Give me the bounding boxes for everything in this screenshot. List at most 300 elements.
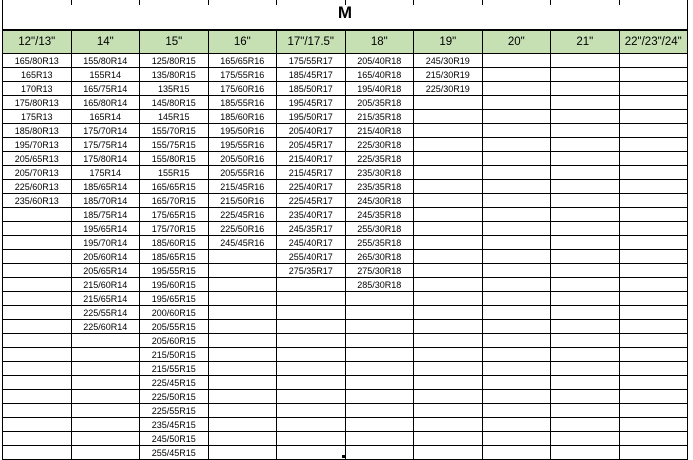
tire-size-cell <box>619 68 688 82</box>
tire-size-cell <box>551 194 620 208</box>
tire-size-cell <box>414 180 483 194</box>
tire-size-cell <box>414 362 483 376</box>
tire-size-cell <box>208 278 277 292</box>
table-row <box>3 82 688 96</box>
tire-size-cell <box>208 320 277 334</box>
tire-size-cell <box>482 418 551 432</box>
tire-size-cell <box>345 334 414 348</box>
tire-size-cell <box>277 376 346 390</box>
tire-size-cell: 235/30R18 <box>345 166 414 180</box>
tire-size-cell <box>277 362 346 376</box>
tire-size-cell: 185/60R15 <box>140 236 209 250</box>
tire-size-cell <box>277 390 346 404</box>
tire-size-cell: 245/40R17 <box>277 236 346 250</box>
tire-size-cell <box>414 432 483 446</box>
table-row <box>3 152 688 166</box>
tire-size-cell <box>482 334 551 348</box>
tire-size-cell <box>71 362 140 376</box>
tire-size-cell: 215/40R18 <box>345 124 414 138</box>
tire-size-cell <box>482 390 551 404</box>
tire-size-cell <box>551 320 620 334</box>
tire-size-cell <box>3 320 72 334</box>
tire-size-cell <box>71 390 140 404</box>
tire-size-cell <box>482 110 551 124</box>
tire-size-cell <box>208 376 277 390</box>
table-row <box>3 390 688 404</box>
tire-size-cell: 255/35R18 <box>345 236 414 250</box>
tire-size-cell <box>482 68 551 82</box>
tire-size-cell <box>482 376 551 390</box>
tire-size-cell: 215/45R17 <box>277 166 346 180</box>
tire-size-cell <box>551 82 620 96</box>
tire-size-cell <box>71 376 140 390</box>
tire-size-cell: 155R14 <box>71 68 140 82</box>
tire-size-cell <box>551 334 620 348</box>
tire-size-cell: 205/60R14 <box>71 250 140 264</box>
tire-size-cell: 135/80R15 <box>140 68 209 82</box>
title-row <box>2 0 688 30</box>
tire-size-cell: 215/60R14 <box>71 278 140 292</box>
tire-size-cell <box>619 250 688 264</box>
tire-size-cell <box>277 418 346 432</box>
tire-size-cell: 275/30R18 <box>345 264 414 278</box>
tire-size-cell <box>414 124 483 138</box>
tire-size-cell: 165/70R15 <box>140 194 209 208</box>
tire-size-cell: 185/60R16 <box>208 110 277 124</box>
tire-size-cell <box>71 404 140 418</box>
tire-size-cell <box>414 446 483 460</box>
tire-size-cell: 255/40R17 <box>277 250 346 264</box>
tire-size-cell: 195/70R14 <box>71 236 140 250</box>
tire-size-cell <box>414 166 483 180</box>
tire-size-cell <box>345 446 414 460</box>
tire-size-cell <box>3 404 72 418</box>
tire-size-cell <box>551 278 620 292</box>
tire-size-cell: 195/50R17 <box>277 110 346 124</box>
tire-size-cell: 225/55R15 <box>140 404 209 418</box>
tire-size-cell: 205/65R14 <box>71 264 140 278</box>
tire-size-cell: 205/45R17 <box>277 138 346 152</box>
tire-size-cell <box>551 110 620 124</box>
tire-size-cell <box>619 362 688 376</box>
tire-size-cell: 200/60R15 <box>140 306 209 320</box>
tire-size-cell <box>414 306 483 320</box>
tire-size-cell: 215/30R19 <box>414 68 483 82</box>
tire-size-cell: 175/60R16 <box>208 82 277 96</box>
tire-size-cell: 155/80R14 <box>71 54 140 68</box>
bottom-mark <box>342 455 345 458</box>
tire-size-cell <box>482 278 551 292</box>
tire-size-cell: 245/35R17 <box>277 222 346 236</box>
table-row <box>3 292 688 306</box>
tire-size-cell: 195/70R13 <box>3 138 72 152</box>
tire-size-cell: 175/80R14 <box>71 152 140 166</box>
tire-size-cell <box>414 418 483 432</box>
tire-size-cell <box>345 292 414 306</box>
column-header: 22"/23"/24" <box>619 31 688 54</box>
tire-size-cell <box>619 222 688 236</box>
tire-size-cell <box>3 446 72 460</box>
tire-size-cell <box>345 348 414 362</box>
tire-size-cell <box>277 320 346 334</box>
tire-size-cell <box>482 96 551 110</box>
tire-size-cell <box>3 306 72 320</box>
tire-size-cell: 205/40R18 <box>345 54 414 68</box>
tire-size-cell: 185/65R14 <box>71 180 140 194</box>
tire-size-cell <box>619 418 688 432</box>
tire-size-cell <box>345 376 414 390</box>
tire-size-cell: 175/65R15 <box>140 208 209 222</box>
tire-size-cell: 205/40R17 <box>277 124 346 138</box>
tire-size-cell <box>619 432 688 446</box>
tire-size-cell: 175/70R15 <box>140 222 209 236</box>
tire-size-cell: 195/65R14 <box>71 222 140 236</box>
tire-size-cell: 165R14 <box>71 110 140 124</box>
tire-size-cell: 215/50R16 <box>208 194 277 208</box>
tire-size-cell <box>414 278 483 292</box>
tire-size-cell: 225/55R14 <box>71 306 140 320</box>
tire-size-cell <box>551 222 620 236</box>
tire-size-cell <box>619 180 688 194</box>
tire-size-cell <box>414 264 483 278</box>
tire-size-cell: 165R13 <box>3 68 72 82</box>
tire-size-cell <box>277 348 346 362</box>
tire-size-cell: 235/40R17 <box>277 208 346 222</box>
tire-size-cell <box>619 96 688 110</box>
tire-size-cell <box>551 96 620 110</box>
table-row <box>3 250 688 264</box>
tire-size-cell: 185/65R15 <box>140 250 209 264</box>
tire-size-cell <box>277 334 346 348</box>
tire-size-cell <box>71 418 140 432</box>
tire-size-cell: 225/60R13 <box>3 180 72 194</box>
column-header: 20" <box>482 31 551 54</box>
tire-size-cell <box>482 138 551 152</box>
tire-size-cell <box>345 390 414 404</box>
column-header: 18" <box>345 31 414 54</box>
tire-size-cell: 175/70R14 <box>71 124 140 138</box>
tire-size-cell <box>482 446 551 460</box>
column-header: 19" <box>414 31 483 54</box>
tire-size-cell <box>414 390 483 404</box>
tire-size-cell <box>345 306 414 320</box>
tire-size-cell: 205/65R13 <box>3 152 72 166</box>
tire-size-cell: 195/55R15 <box>140 264 209 278</box>
tire-size-cell <box>551 376 620 390</box>
tire-size-cell: 155/80R15 <box>140 152 209 166</box>
tire-size-cell <box>619 82 688 96</box>
tire-size-cell: 195/55R16 <box>208 138 277 152</box>
tire-size-cell: 215/35R18 <box>345 110 414 124</box>
table-row <box>3 68 688 82</box>
tire-size-cell: 135R15 <box>140 82 209 96</box>
tire-size-cell <box>208 264 277 278</box>
tire-size-cell <box>619 54 688 68</box>
table-row <box>3 264 688 278</box>
tire-size-cell: 145/80R15 <box>140 96 209 110</box>
table-row <box>3 236 688 250</box>
tire-size-cell: 255/30R18 <box>345 222 414 236</box>
tire-size-cell <box>3 222 72 236</box>
tire-size-cell <box>551 432 620 446</box>
tire-size-cell <box>551 264 620 278</box>
tire-size-cell <box>619 292 688 306</box>
tire-size-cell <box>551 138 620 152</box>
tire-size-cell: 175R13 <box>3 110 72 124</box>
tire-size-cell <box>551 208 620 222</box>
tire-size-cell: 245/30R18 <box>345 194 414 208</box>
tire-size-cell: 245/35R18 <box>345 208 414 222</box>
tire-size-cell: 215/40R17 <box>277 152 346 166</box>
tire-size-cell <box>71 432 140 446</box>
tire-size-cell <box>551 250 620 264</box>
tire-size-cell <box>482 306 551 320</box>
table-row <box>3 334 688 348</box>
tire-size-cell <box>482 292 551 306</box>
tire-size-cell <box>208 348 277 362</box>
tire-size-cell <box>482 194 551 208</box>
tire-size-cell: 245/45R16 <box>208 236 277 250</box>
tire-size-cell: 185/80R13 <box>3 124 72 138</box>
tire-size-cell: 225/30R19 <box>414 82 483 96</box>
tire-size-cell <box>414 236 483 250</box>
tire-size-cell <box>482 152 551 166</box>
tire-size-cell: 265/30R18 <box>345 250 414 264</box>
table-row <box>3 348 688 362</box>
tire-size-cell: 255/45R15 <box>140 446 209 460</box>
tire-size-cell: 215/45R16 <box>208 180 277 194</box>
tire-size-cell: 225/45R17 <box>277 194 346 208</box>
tire-size-cell <box>3 208 72 222</box>
tire-size-cell: 205/60R15 <box>140 334 209 348</box>
tire-size-cell <box>71 348 140 362</box>
tire-size-cell <box>482 362 551 376</box>
tire-size-cell: 225/50R15 <box>140 390 209 404</box>
table-row <box>3 124 688 138</box>
tire-size-cell <box>551 292 620 306</box>
tire-size-cell <box>619 446 688 460</box>
tire-size-cell <box>482 54 551 68</box>
tire-size-cell <box>619 404 688 418</box>
table-row <box>3 306 688 320</box>
tire-size-cell <box>208 418 277 432</box>
tire-size-cell: 175/75R14 <box>71 138 140 152</box>
tire-size-cell: 205/70R13 <box>3 166 72 180</box>
tire-size-cell <box>3 250 72 264</box>
tire-size-cell: 225/40R17 <box>277 180 346 194</box>
tire-size-cell <box>414 194 483 208</box>
tire-size-cell <box>414 250 483 264</box>
tire-size-cell <box>277 432 346 446</box>
tire-size-cell: 205/55R16 <box>208 166 277 180</box>
tire-size-cell <box>414 376 483 390</box>
table-row <box>3 194 688 208</box>
tire-size-cell: 170R13 <box>3 82 72 96</box>
table-row <box>3 278 688 292</box>
tire-size-cell <box>414 222 483 236</box>
tire-size-cell <box>3 236 72 250</box>
tire-size-cell: 185/55R16 <box>208 96 277 110</box>
tire-size-cell: 175/80R13 <box>3 96 72 110</box>
table-row <box>3 376 688 390</box>
tire-size-cell <box>482 404 551 418</box>
tire-size-cell <box>414 152 483 166</box>
tire-size-cell <box>619 376 688 390</box>
tire-size-cell: 285/30R18 <box>345 278 414 292</box>
tire-size-cell: 155/70R15 <box>140 124 209 138</box>
table-body <box>3 54 688 460</box>
tire-size-cell: 225/45R16 <box>208 208 277 222</box>
tire-size-cell <box>619 194 688 208</box>
tire-size-cell: 195/60R15 <box>140 278 209 292</box>
tire-size-cell <box>277 446 346 460</box>
tire-size-cell <box>619 306 688 320</box>
tire-size-cell <box>551 418 620 432</box>
tire-size-cell <box>414 96 483 110</box>
table-row <box>3 208 688 222</box>
tire-size-cell: 275/35R17 <box>277 264 346 278</box>
tire-size-cell <box>3 432 72 446</box>
tire-size-cell: 185/75R14 <box>71 208 140 222</box>
tire-size-cell <box>482 264 551 278</box>
tire-size-cell: 175/55R16 <box>208 68 277 82</box>
tire-size-cell: 245/30R19 <box>414 54 483 68</box>
tire-size-cell <box>482 124 551 138</box>
tire-size-cell: 205/50R16 <box>208 152 277 166</box>
tire-size-cell <box>277 278 346 292</box>
tire-size-cell <box>277 292 346 306</box>
tire-size-sheet <box>2 0 688 460</box>
tire-size-cell <box>482 236 551 250</box>
table-row <box>3 362 688 376</box>
column-header: 14" <box>71 31 140 54</box>
tire-size-cell <box>414 404 483 418</box>
tire-size-cell: 225/45R15 <box>140 376 209 390</box>
tire-size-cell <box>345 432 414 446</box>
tire-size-cell <box>551 390 620 404</box>
tire-size-cell <box>3 278 72 292</box>
tire-size-cell <box>482 320 551 334</box>
column-header: 16" <box>208 31 277 54</box>
tire-size-cell <box>619 320 688 334</box>
table-row <box>3 432 688 446</box>
tire-size-cell: 205/55R15 <box>140 320 209 334</box>
tire-size-cell <box>345 404 414 418</box>
tire-size-cell <box>551 236 620 250</box>
tire-size-cell: 195/50R16 <box>208 124 277 138</box>
tire-size-cell <box>482 432 551 446</box>
tire-size-cell <box>482 222 551 236</box>
tire-size-cell <box>619 110 688 124</box>
tire-size-cell <box>551 68 620 82</box>
table-row <box>3 138 688 152</box>
tire-size-cell: 225/60R14 <box>71 320 140 334</box>
tire-size-cell <box>71 446 140 460</box>
tire-size-cell <box>208 250 277 264</box>
tire-size-cell: 225/35R18 <box>345 152 414 166</box>
column-header: 21" <box>551 31 620 54</box>
table-row <box>3 110 688 124</box>
tire-size-cell: 225/50R16 <box>208 222 277 236</box>
tire-size-cell: 215/65R14 <box>71 292 140 306</box>
tire-size-cell <box>482 82 551 96</box>
tire-size-cell: 225/30R18 <box>345 138 414 152</box>
tire-size-cell: 235/60R13 <box>3 194 72 208</box>
tire-size-table <box>2 30 688 460</box>
tire-size-cell: 175/55R17 <box>277 54 346 68</box>
tire-size-cell <box>3 264 72 278</box>
tire-size-cell: 165/65R16 <box>208 54 277 68</box>
tire-size-cell <box>551 166 620 180</box>
tire-size-cell <box>619 124 688 138</box>
tire-size-cell <box>3 376 72 390</box>
tire-size-cell: 185/45R17 <box>277 68 346 82</box>
tire-size-cell <box>414 334 483 348</box>
tire-size-cell <box>3 348 72 362</box>
table-row <box>3 180 688 194</box>
tire-size-cell: 195/40R18 <box>345 82 414 96</box>
tire-size-cell <box>208 334 277 348</box>
tire-size-cell <box>551 124 620 138</box>
tire-size-cell <box>482 208 551 222</box>
table-row <box>3 446 688 460</box>
tire-size-cell: 175R14 <box>71 166 140 180</box>
tire-size-cell: 165/65R15 <box>140 180 209 194</box>
tire-size-cell: 125/80R15 <box>140 54 209 68</box>
tire-size-cell <box>619 138 688 152</box>
tire-size-cell <box>208 404 277 418</box>
tire-size-cell <box>551 348 620 362</box>
tire-size-cell <box>619 278 688 292</box>
tire-size-cell <box>482 180 551 194</box>
tire-size-cell <box>208 390 277 404</box>
table-row <box>3 320 688 334</box>
tire-size-cell <box>482 348 551 362</box>
tire-size-cell <box>414 208 483 222</box>
tire-size-cell <box>208 362 277 376</box>
table-row <box>3 96 688 110</box>
tire-size-cell: 215/55R15 <box>140 362 209 376</box>
tire-size-cell: 195/65R15 <box>140 292 209 306</box>
tire-size-cell: 245/50R15 <box>140 432 209 446</box>
tire-size-cell <box>414 138 483 152</box>
tire-size-cell <box>414 320 483 334</box>
tire-size-cell: 235/35R18 <box>345 180 414 194</box>
tire-size-cell: 165/80R14 <box>71 96 140 110</box>
tire-size-cell <box>3 390 72 404</box>
tire-size-cell: 235/45R15 <box>140 418 209 432</box>
tire-size-cell <box>619 152 688 166</box>
tire-size-cell: 195/45R17 <box>277 96 346 110</box>
tire-size-cell <box>619 166 688 180</box>
tire-size-cell <box>619 334 688 348</box>
tire-size-cell <box>619 264 688 278</box>
tire-size-cell <box>3 418 72 432</box>
column-header: 15" <box>140 31 209 54</box>
tire-size-cell <box>551 446 620 460</box>
tire-size-cell <box>414 348 483 362</box>
tire-size-cell <box>71 334 140 348</box>
tire-size-cell <box>482 250 551 264</box>
tire-size-cell <box>3 334 72 348</box>
table-row <box>3 222 688 236</box>
tire-size-cell: 145R15 <box>140 110 209 124</box>
tire-size-cell <box>482 166 551 180</box>
tire-size-cell <box>3 362 72 376</box>
tire-size-cell: 185/70R14 <box>71 194 140 208</box>
tire-size-cell: 185/50R17 <box>277 82 346 96</box>
tire-size-cell <box>619 236 688 250</box>
